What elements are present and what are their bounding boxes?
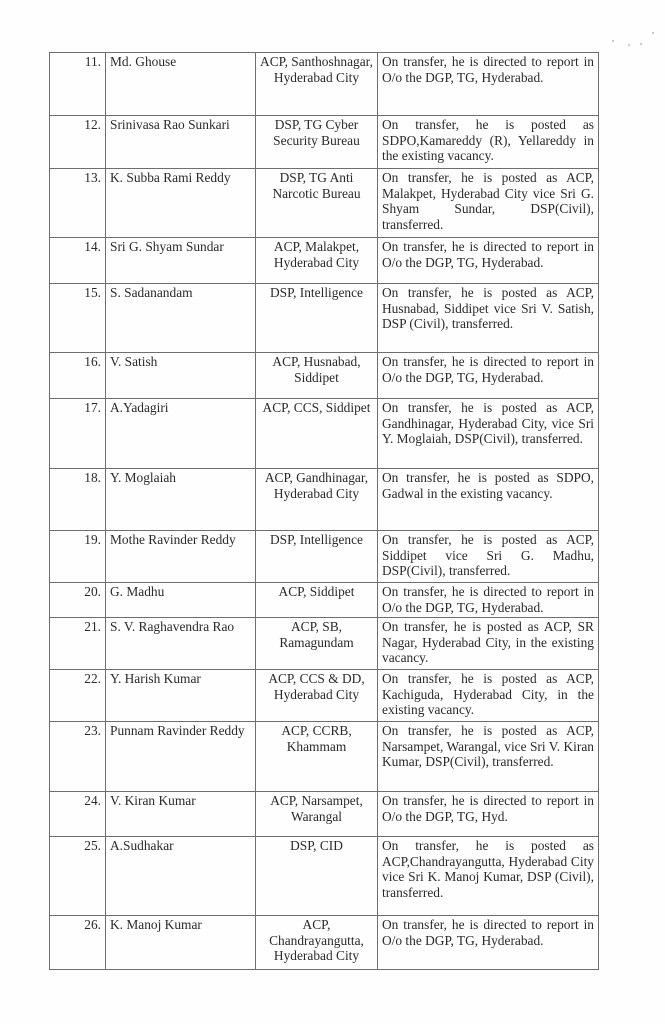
serial-number: 23. [50, 722, 106, 792]
transfer-order: On transfer, he is directed to report in O/o the DGP, TG, Hyderabad. [378, 238, 599, 284]
officer-name: Punnam Ravinder Reddy [106, 722, 256, 792]
table-row [50, 469, 599, 531]
serial-number: 20. [50, 583, 106, 618]
table-row [50, 169, 599, 238]
table-row [50, 916, 599, 970]
officer-name: K. Subba Rami Reddy [106, 169, 256, 238]
table-row [50, 618, 599, 670]
table-row [50, 583, 599, 618]
serial-number: 24. [50, 792, 106, 837]
officer-name: G. Madhu [106, 583, 256, 618]
officer-name: Y. Moglaiah [106, 469, 256, 531]
transfer-order: On transfer, he is posted as ACP, Malakpet, Hyderabad City vice Sri G. Shyam Sundar, DSP(Civil), transferred. [378, 169, 599, 238]
officer-name: V. Satish [106, 353, 256, 399]
table-row [50, 53, 599, 116]
transfer-order: On transfer, he is directed to report in O/o the DGP, TG, Hyderabad. [378, 916, 599, 970]
officer-name: S. V. Raghavendra Rao [106, 618, 256, 670]
present-posting: DSP, CID [256, 837, 378, 916]
serial-number: 22. [50, 670, 106, 722]
serial-number: 19. [50, 531, 106, 583]
present-posting: ACP, Siddipet [256, 583, 378, 618]
transfer-order: On transfer, he is posted as SDPO, Gadwal in the existing vacancy. [378, 469, 599, 531]
transfer-order: On transfer, he is posted as ACP,Chandrayangutta, Hyderabad City vice Sri K. Manoj Kumar, DSP (Civil), transferred. [378, 837, 599, 916]
table-row [50, 284, 599, 353]
present-posting: ACP, Chandrayangutta, Hyderabad City [256, 916, 378, 970]
table-row [50, 837, 599, 916]
transfer-order: On transfer, he is posted as ACP, SR Nagar, Hyderabad City, in the existing vacancy. [378, 618, 599, 670]
present-posting: DSP, TG Anti Narcotic Bureau [256, 169, 378, 238]
present-posting: ACP, SB, Ramagundam [256, 618, 378, 670]
officer-name: Sri G. Shyam Sundar [106, 238, 256, 284]
transfer-order: On transfer, he is directed to report in O/o the DGP, TG, Hyd. [378, 792, 599, 837]
serial-number: 18. [50, 469, 106, 531]
transfer-order: On transfer, he is posted as ACP, Kachiguda, Hyderabad City, in the existing vacancy. [378, 670, 599, 722]
officer-name: Srinivasa Rao Sunkari [106, 116, 256, 169]
transfer-order: On transfer, he is posted as SDPO,Kamareddy (R), Yellareddy in the existing vacancy. [378, 116, 599, 169]
present-posting: ACP, CCS & DD, Hyderabad City [256, 670, 378, 722]
officer-name: Mothe Ravinder Reddy [106, 531, 256, 583]
table-row [50, 238, 599, 284]
officer-name: A.Yadagiri [106, 399, 256, 469]
present-posting: DSP, Intelligence [256, 531, 378, 583]
serial-number: 26. [50, 916, 106, 970]
present-posting: DSP, Intelligence [256, 284, 378, 353]
present-posting: ACP, Husnabad, Siddipet [256, 353, 378, 399]
transfer-table-body [50, 53, 599, 970]
serial-number: 13. [50, 169, 106, 238]
serial-number: 14. [50, 238, 106, 284]
present-posting: DSP, TG Cyber Security Bureau [256, 116, 378, 169]
officer-name: Md. Ghouse [106, 53, 256, 116]
officer-name: V. Kiran Kumar [106, 792, 256, 837]
table-row [50, 531, 599, 583]
table-row [50, 670, 599, 722]
transfer-order: On transfer, he is directed to report in O/o the DGP, TG, Hyderabad. [378, 353, 599, 399]
table-row [50, 116, 599, 169]
transfer-order: On transfer, he is posted as ACP, Husnabad, Siddipet vice Sri V. Satish, DSP (Civil), transferred. [378, 284, 599, 353]
table-row [50, 353, 599, 399]
scan-specks [610, 28, 660, 58]
officer-name: Y. Harish Kumar [106, 670, 256, 722]
transfer-order: On transfer, he is directed to report in O/o the DGP, TG, Hyderabad. [378, 583, 599, 618]
present-posting: ACP, Narsampet, Warangal [256, 792, 378, 837]
officer-name: K. Manoj Kumar [106, 916, 256, 970]
present-posting: ACP, Santhoshnagar, Hyderabad City [256, 53, 378, 116]
present-posting: ACP, Gandhinagar, Hyderabad City [256, 469, 378, 531]
transfer-order: On transfer, he is posted as ACP, Siddipet vice Sri G. Madhu, DSP(Civil), transferred. [378, 531, 599, 583]
serial-number: 16. [50, 353, 106, 399]
serial-number: 11. [50, 53, 106, 116]
transfer-table [49, 52, 599, 970]
table-row [50, 722, 599, 792]
serial-number: 15. [50, 284, 106, 353]
serial-number: 12. [50, 116, 106, 169]
serial-number: 17. [50, 399, 106, 469]
present-posting: ACP, CCRB, Khammam [256, 722, 378, 792]
table-row [50, 399, 599, 469]
transfer-order: On transfer, he is posted as ACP, Gandhinagar, Hyderabad City, vice Sri Y. Moglaiah, DSP(Civil), transferred. [378, 399, 599, 469]
serial-number: 25. [50, 837, 106, 916]
officer-name: A.Sudhakar [106, 837, 256, 916]
present-posting: ACP, CCS, Siddipet [256, 399, 378, 469]
present-posting: ACP, Malakpet, Hyderabad City [256, 238, 378, 284]
transfer-order: On transfer, he is posted as ACP, Narsampet, Warangal, vice Sri V. Kiran Kumar, DSP(Civil), transferred. [378, 722, 599, 792]
table-row [50, 792, 599, 837]
transfer-order: On transfer, he is directed to report in O/o the DGP, TG, Hyderabad. [378, 53, 599, 116]
officer-name: S. Sadanandam [106, 284, 256, 353]
serial-number: 21. [50, 618, 106, 670]
